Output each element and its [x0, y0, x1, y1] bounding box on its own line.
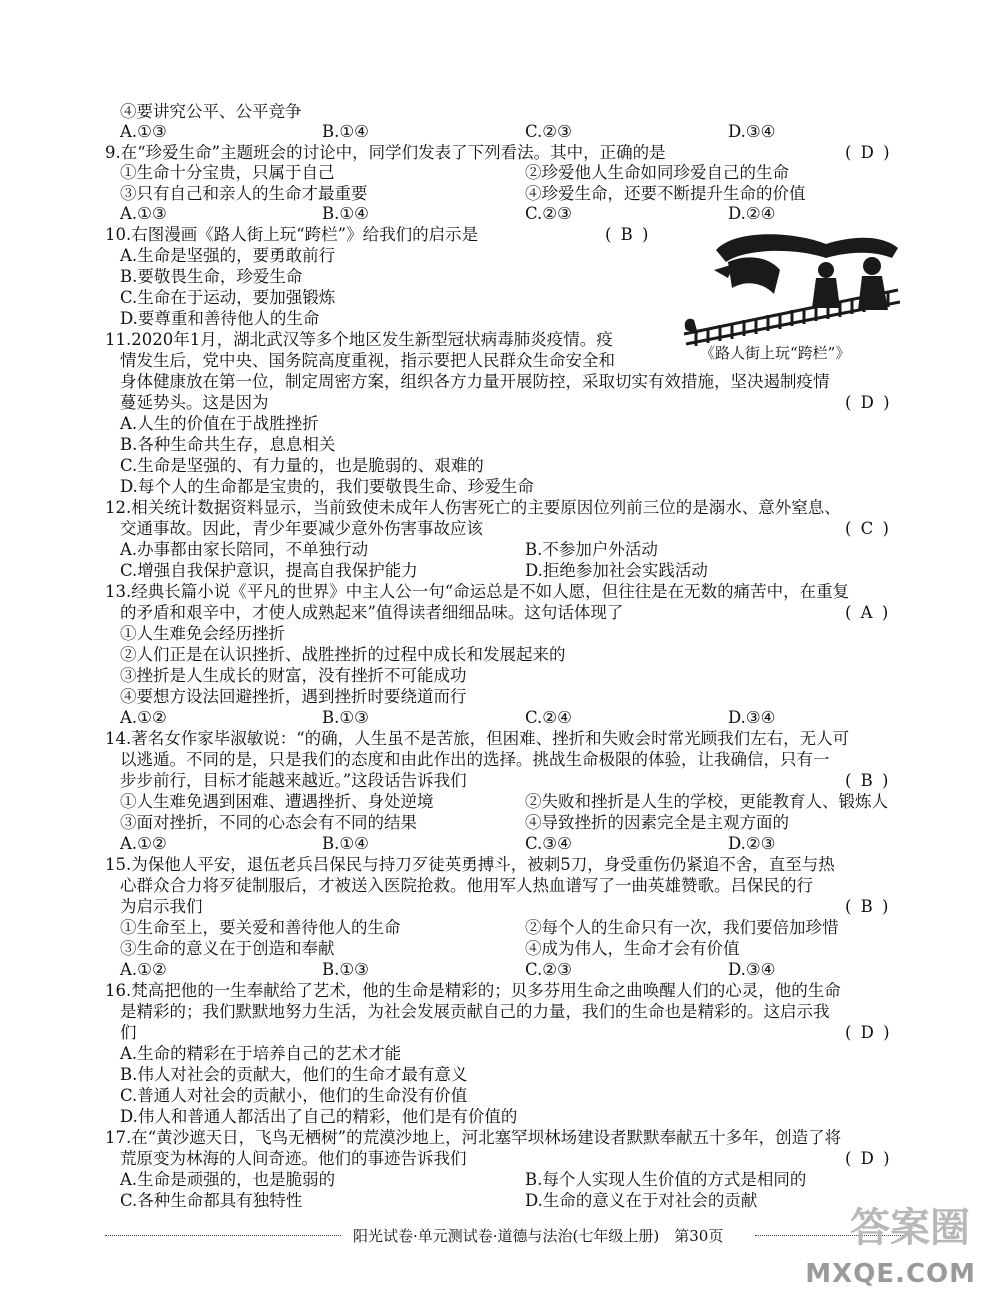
statement: ④要想方设法回避挫折，遇到挫折时要绕道而行 — [120, 687, 467, 706]
question-16-stem: 们 — [120, 1023, 137, 1042]
statement: ①人生难免会经历挫折 — [120, 624, 285, 643]
option-c: C.生命是坚强的、有力量的，也是脆弱的、艰难的 — [120, 456, 484, 475]
option-b: B.①④ — [322, 122, 369, 141]
answer-12: ( C ) — [845, 519, 891, 538]
answer-16: ( D ) — [845, 1023, 892, 1042]
question-13-stem: 的矛盾和艰辛中，才使人成熟起来”值得读者细细品味。这句话体现了 — [120, 603, 624, 622]
option-d: D.要尊重和善待他人的生命 — [120, 309, 320, 328]
question-16-stem: 16.梵高把他的一生奉献给了艺术，他的生命是精彩的；贝多芬用生命之曲唤醒人们的心灵，他的生命 — [105, 981, 841, 1000]
option-c: C.增强自我保护意识，提高自我保护能力 — [120, 561, 418, 580]
statement: ③挫折是人生成长的财富，没有挫折不可能成功 — [120, 666, 467, 685]
question-10-stem: 10.右图漫画《路人街上玩“跨栏”》给我们的启示是 — [105, 225, 479, 244]
option-d: D.③④ — [728, 122, 776, 141]
statement: ②每个人的生命只有一次，我们要倍加珍惜 — [525, 918, 839, 937]
question-11-stem: 身体健康放在第一位，制定周密方案，组织各方力量开展防控，采取切实有效措施，坚决遏制疫情 — [120, 372, 830, 391]
hurdle-cartoon-image — [676, 222, 902, 350]
option-d: D.③④ — [728, 960, 776, 979]
option-c: C.②③ — [525, 960, 572, 979]
statement: ②失败和挫折是人生的学校，更能教育人、锻炼人 — [525, 792, 888, 811]
statement: ③生命的意义在于创造和奉献 — [120, 939, 335, 958]
option-d: D.拒绝参加社会实践活动 — [525, 561, 708, 580]
statement: ①生命十分宝贵，只属于自己 — [120, 163, 335, 182]
option-b: B.①③ — [322, 960, 369, 979]
text-line: ④要讲究公平、公平竞争 — [120, 102, 302, 121]
option-c: C.生命在于运动，要加强锻炼 — [120, 288, 336, 307]
footer-text: 阳光试卷·单元测试卷·道德与法治(七年级上册) 第30页 — [353, 1227, 724, 1245]
option-c: C.②③ — [525, 204, 572, 223]
statement: ②珍爱他人生命如同珍爱自己的生命 — [525, 163, 789, 182]
option-b: B.各种生命共生存，息息相关 — [120, 435, 336, 454]
option-d: D.每个人的生命都是宝贵的，我们要敬畏生命、珍爱生命 — [120, 477, 534, 496]
answer-13: ( A ) — [845, 603, 891, 622]
option-a: A.办事都由家长陪同，不单独行动 — [120, 540, 369, 559]
option-d: D.伟人和普通人都活出了自己的精彩，他们是有价值的 — [120, 1107, 518, 1126]
question-15-stem: 为启示我们 — [120, 897, 203, 916]
option-c: C.各种生命都具有独特性 — [120, 1191, 303, 1210]
option-a: A.①③ — [120, 204, 167, 223]
option-b: B.要敬畏生命，珍爱生命 — [120, 267, 303, 286]
question-16-stem: 是精彩的；我们默默地努力生活，为社会发展贡献自己的力量，我们的生命也是精彩的。这启示我 — [120, 1002, 830, 1021]
option-b: B.①④ — [322, 204, 369, 223]
option-a: A.①② — [120, 708, 167, 727]
option-d: D.②③ — [728, 834, 776, 853]
option-b: B.伟人对社会的贡献大，他们的生命才最有意义 — [120, 1065, 468, 1084]
option-c: C.普通人对社会的贡献小，他们的生命没有价值 — [120, 1086, 468, 1105]
option-a: A.生命是坚强的，要勇敢前行 — [120, 246, 336, 265]
statement: ④成为伟人，生命才会有价值 — [525, 939, 740, 958]
question-17-stem: 荒原变为林海的人间奇迹。他们的事迹告诉我们 — [120, 1149, 467, 1168]
question-11-stem: 情发生后，党中央、国务院高度重视，指示要把人民群众生命安全和 — [120, 351, 615, 370]
option-a: A.人生的价值在于战胜挫折 — [120, 414, 319, 433]
page-footer — [105, 1225, 905, 1247]
statement: ③面对挫折，不同的心态会有不同的结果 — [120, 813, 417, 832]
option-c: C.③④ — [525, 834, 572, 853]
option-b: B.①③ — [322, 708, 369, 727]
answer-11: ( D ) — [845, 393, 892, 412]
statement: ①生命至上，要关爱和善待他人的生命 — [120, 918, 401, 937]
option-b: B.每个人实现人生价值的方式是相同的 — [525, 1170, 807, 1189]
figure-caption: 《路人街上玩“跨栏”》 — [700, 344, 851, 362]
statement: ④珍爱生命，还要不断提升生命的价值 — [525, 184, 806, 203]
statement: ④导致挫折的因素完全是主观方面的 — [525, 813, 789, 832]
question-14-stem: 以逃遁。不同的是，只是我们的态度和由此作出的选择。挑战生命极限的体验，让我确信，只有一 — [120, 750, 830, 769]
question-9-stem: 9.在“珍爱生命”主题班会的讨论中，同学们发表了下列看法。其中，正确的是 — [105, 143, 666, 162]
option-a: A.①② — [120, 960, 167, 979]
option-d: D.③④ — [728, 708, 776, 727]
option-a: A.①② — [120, 834, 167, 853]
option-b: B.不参加户外活动 — [525, 540, 658, 559]
footer-rule-left — [105, 1235, 341, 1236]
answer-15: ( B ) — [845, 897, 891, 916]
question-14-stem: 14.著名女作家毕淑敏说：“的确，人生虽不是苦旅，但困难、挫折和失败会时常光顾我们左右，无人可 — [105, 729, 850, 748]
question-12-stem: 交通事故。因此，青少年要减少意外伤害事故应该 — [120, 519, 483, 538]
option-a: A.①③ — [120, 122, 167, 141]
statement: ②人们正是在认识挫折、战胜挫折的过程中成长和发展起来的 — [120, 645, 566, 664]
question-13-stem: 13.经典长篇小说《平凡的世界》中主人公一句“命运总是不如人愿，但往往是在无数的痛苦中，在重复 — [105, 582, 850, 601]
option-a: A.生命的精彩在于培养自己的艺术才能 — [120, 1044, 402, 1063]
answer-17: ( D ) — [845, 1149, 892, 1168]
question-12-stem: 12.相关统计数据资料显示，当前致使未成年人伤害死亡的主要原因位列前三位的是溺水、意外窒息、 — [105, 498, 841, 517]
answer-9: ( D ) — [845, 143, 892, 162]
question-14-stem: 步步前行，目标才能越来越近。”这段话告诉我们 — [120, 771, 467, 790]
answer-14: ( B ) — [845, 771, 891, 790]
question-11-stem: 11.2020年1月，湖北武汉等多个地区发生新型冠状病毒肺炎疫情。疫 — [105, 330, 613, 349]
statement: ①人生难免遇到困难、遭遇挫折、身处逆境 — [120, 792, 434, 811]
answer-10: ( B ) — [605, 225, 651, 244]
question-15-stem: 15.为保他人平安，退伍老兵吕保民与持刀歹徒英勇搏斗，被刺5刀，身受重伤仍紧追不舍，直至与热 — [105, 855, 835, 874]
question-11-stem: 蔓延势头。这是因为 — [120, 393, 269, 412]
option-b: B.①④ — [322, 834, 369, 853]
option-d: D.②④ — [728, 204, 776, 223]
option-a: A.生命是顽强的，也是脆弱的 — [120, 1170, 336, 1189]
watermark-url: MXQE.COM — [805, 1259, 976, 1289]
question-15-stem: 心群众合力将歹徒制服后，才被送入医院抢救。他用军人热血谱写了一曲英雄赞歌。吕保民的行 — [120, 876, 813, 895]
option-c: C.②③ — [525, 122, 572, 141]
statement: ③只有自己和亲人的生命才最重要 — [120, 184, 368, 203]
question-17-stem: 17.在“黄沙遮天日，飞鸟无栖树”的荒漠沙地上，河北塞罕坝林场建设者默默奉献五十多年，创造了将 — [105, 1128, 842, 1147]
watermark-logo: 答案圈 — [850, 1205, 970, 1251]
option-d: D.生命的意义在于对社会的贡献 — [525, 1191, 758, 1210]
option-c: C.②④ — [525, 708, 572, 727]
